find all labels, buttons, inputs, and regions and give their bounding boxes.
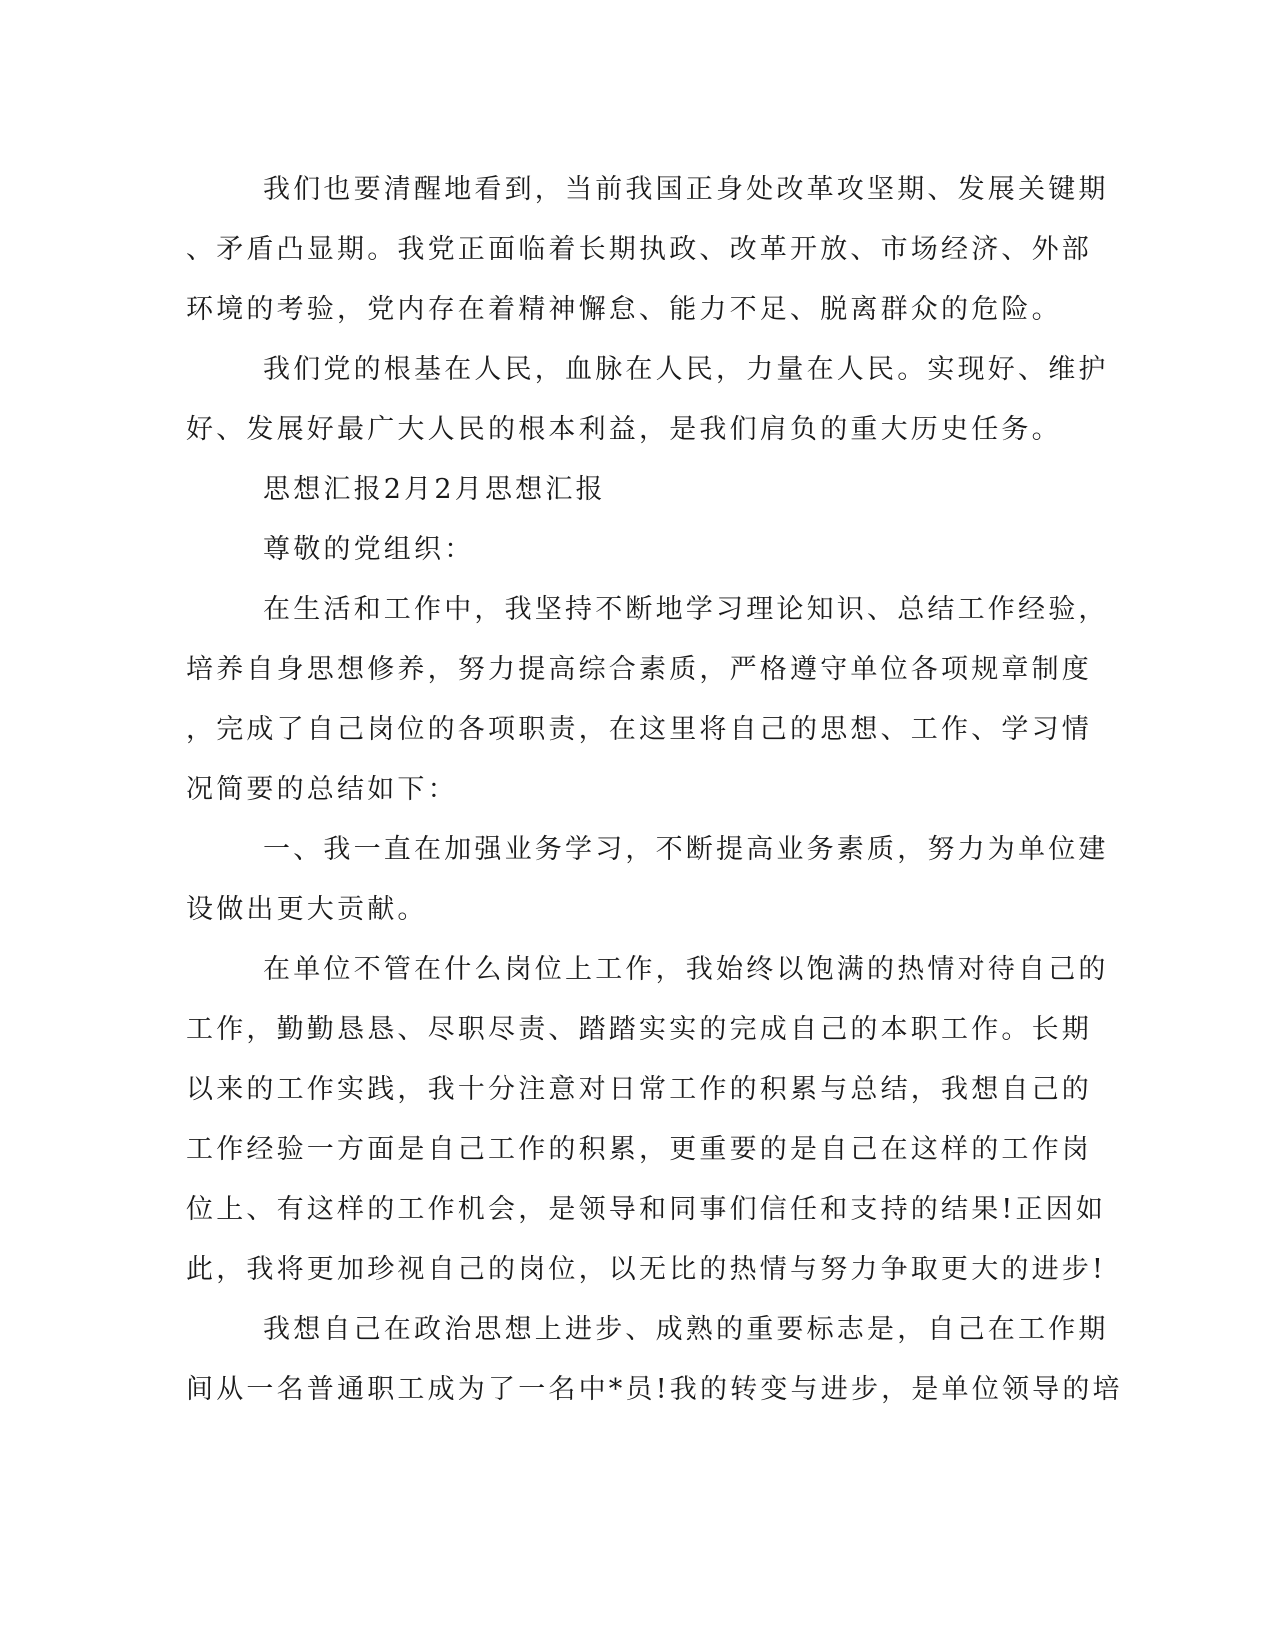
document-body bbox=[186, 160, 1123, 1420]
text-line: 间从一名普通职工成为了一名中*员!我的转变与进步，是单位领导的培 bbox=[186, 1374, 1123, 1405]
text-line: 好、发展好最广大人民的根本利益，是我们肩负的重大历史任务。 bbox=[186, 414, 1062, 445]
text-line: 况简要的总结如下： bbox=[186, 774, 458, 805]
text-line: 以来的工作实践，我十分注意对日常工作的积累与总结，我想自己的 bbox=[186, 1074, 1092, 1105]
text-line: 位上、有这样的工作机会，是领导和同事们信任和支持的结果!正因如 bbox=[186, 1194, 1107, 1225]
text-line: 工作，勤勤恳恳、尽职尽责、踏踏实实的完成自己的本职工作。长期 bbox=[186, 1014, 1092, 1045]
salutation: 尊敬的党组织： bbox=[263, 534, 475, 565]
text-line: 在生活和工作中，我坚持不断地学习理论知识、总结工作经验， bbox=[263, 594, 1109, 625]
section-heading: 思想汇报2月2月思想汇报 bbox=[263, 474, 606, 505]
text-line: 环境的考验，党内存在着精神懈怠、能力不足、脱离群众的危险。 bbox=[186, 294, 1062, 325]
text-line: 、矛盾凸显期。我党正面临着长期执政、改革开放、市场经济、外部 bbox=[186, 234, 1092, 265]
text-line: ，完成了自己岗位的各项职责，在这里将自己的思想、工作、学习情 bbox=[186, 714, 1092, 745]
text-line: 此，我将更加珍视自己的岗位，以无比的热情与努力争取更大的进步! bbox=[186, 1254, 1107, 1285]
text-line: 我们党的根基在人民，血脉在人民，力量在人民。实现好、维护 bbox=[263, 354, 1109, 385]
text-line: 一、我一直在加强业务学习，不断提高业务素质，努力为单位建 bbox=[263, 834, 1109, 865]
text-line: 培养自身思想修养，努力提高综合素质，严格遵守单位各项规章制度 bbox=[186, 654, 1092, 685]
text-line: 在单位不管在什么岗位上工作，我始终以饱满的热情对待自己的 bbox=[263, 954, 1109, 985]
text-line: 工作经验一方面是自己工作的积累，更重要的是自己在这样的工作岗 bbox=[186, 1134, 1092, 1165]
text-line: 我们也要清醒地看到，当前我国正身处改革攻坚期、发展关键期 bbox=[263, 174, 1109, 205]
text-line: 我想自己在政治思想上进步、成熟的重要标志是，自己在工作期 bbox=[263, 1314, 1109, 1345]
text-line: 设做出更大贡献。 bbox=[186, 894, 428, 925]
